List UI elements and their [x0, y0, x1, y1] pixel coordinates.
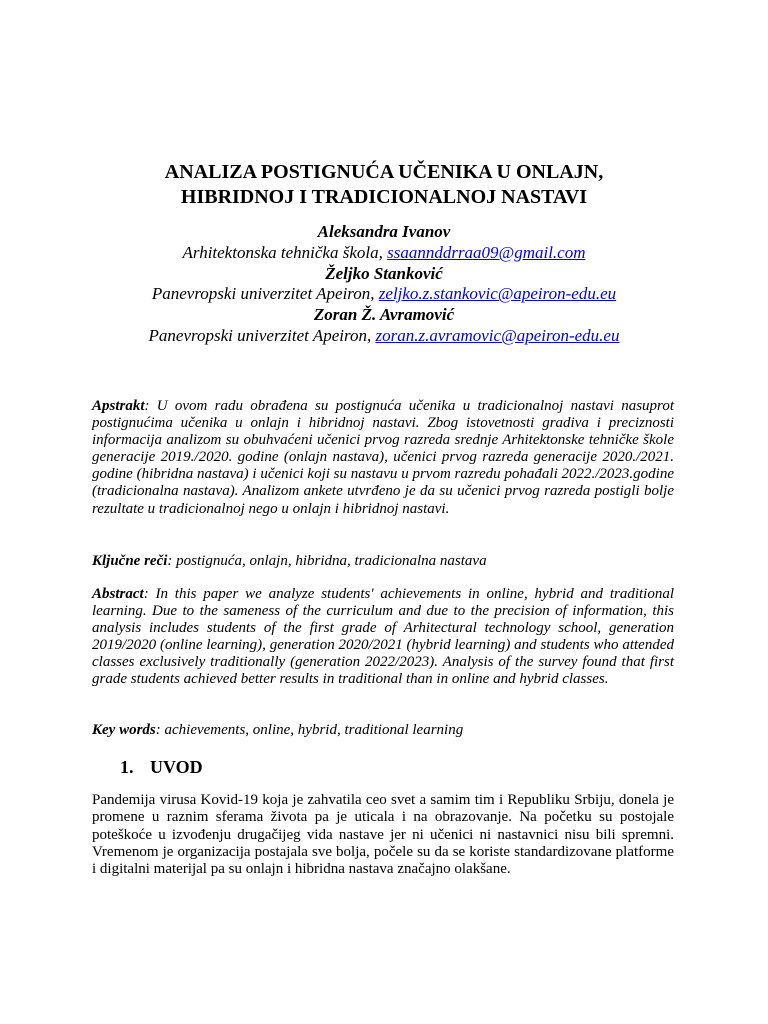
- kljucne-reci-text: : postignuća, onlajn, hibridna, tradicionalna nastava: [167, 553, 487, 569]
- author-affiliation: [40, 326, 728, 347]
- abstract-english: [92, 586, 674, 689]
- paper-title: [60, 160, 708, 210]
- author-name: Željko Stanković: [325, 263, 443, 283]
- section-number: 1.: [120, 757, 134, 777]
- author-name: Aleksandra Ivanov: [317, 222, 451, 241]
- title-line-1: ANALIZA POSTIGNUĆA UČENIKA U ONLAJN,: [164, 161, 604, 183]
- abstract-label: Abstract: [92, 586, 144, 602]
- author-email-link[interactable]: zoran.z.avramovic@apeiron-edu.eu: [375, 325, 620, 345]
- affiliation-text: Panevropski univerzitet Apeiron,: [148, 325, 376, 345]
- author-email-link[interactable]: ssaannddrraa09@gmail.com: [387, 242, 586, 262]
- abstrakt-label: Apstrakt: [92, 398, 145, 414]
- author-list: [40, 222, 728, 347]
- author-email-link[interactable]: zeljko.z.stankovic@apeiron-edu.eu: [378, 284, 617, 304]
- key-words: [92, 722, 674, 739]
- abstrakt-serbian: [92, 398, 674, 518]
- section-heading: [120, 756, 203, 778]
- affiliation-text: Panevropski univerzitet Apeiron,: [151, 284, 379, 304]
- section-title: UVOD: [150, 757, 203, 777]
- kljucne-reci: [92, 553, 674, 570]
- key-words-text: : achievements, online, hybrid, traditional learning: [155, 722, 464, 738]
- abstrakt-text: : U ovom radu obrađena su postignuća učenika u tradicionalnoj nastavi nasuprot postignućima učenika u onlajn i hibridnoj nastavi. Zbog istovetnosti gradiva i preciznosti informacija analizom su obuhvaćeni učenici prvog razreda srednje Arhitektonske tehničke škole generacije 2019./2020. godine (onlajn nastava), učenici prvog razreda generacije 2020./2021. godine (hibridna nastava) i učenici koji su nastavu u prvom razredu pohađali 2022./2023.godine (tradicionalna nastava). Analizom ankete utvrđeno je da su učenici prvog razreda postigli bolje rezultate u tradicionalnoj nego u onlajn i hibridnoj nastavi.: [92, 398, 674, 517]
- key-words-label: Key words: [92, 722, 156, 738]
- author-name: Zoran Ž. Avramović: [313, 305, 455, 325]
- kljucne-reci-label: Ključne reči: [92, 553, 168, 569]
- affiliation-text: Arhitektonska tehnička škola,: [182, 242, 388, 262]
- author-affiliation: [40, 243, 728, 264]
- body-paragraph: Pandemija virusa Kovid-19 koja je zahvatila ceo svet a samim tim i Republiku Srbiju, donela je promene u raznim sferama života pa je uticala i na obrazovanje. Na početku su postojale poteškoće u izvođenju drugačijeg vida nastave jer ni učenici ni nastavnici nisu bili spremni. Vremenom je organizacija postajala sve bolja, počele su da se koriste standardizovane platforme i digitalni materijal pa su onlajn i hibridna nastava značajno olakšane.: [92, 792, 674, 878]
- author-affiliation: [40, 284, 728, 305]
- title-line-2: HIBRIDNOJ I TRADICIONALNOJ NASTAVI: [180, 186, 588, 208]
- abstract-text: : In this paper we analyze students' achievements in online, hybrid and traditional learning. Due to the sameness of the curriculum and due to the precision of information, this analysis includes students of the first grade of Arhitectural technology school, generation 2019/2020 (online learning), generation 2020/2021 (hybrid learning) and students who attended classes exclusively traditionally (generation 2022/2023). Analysis of the survey found that first grade students achieved better results in traditional than in online and hybrid classes.: [92, 586, 674, 688]
